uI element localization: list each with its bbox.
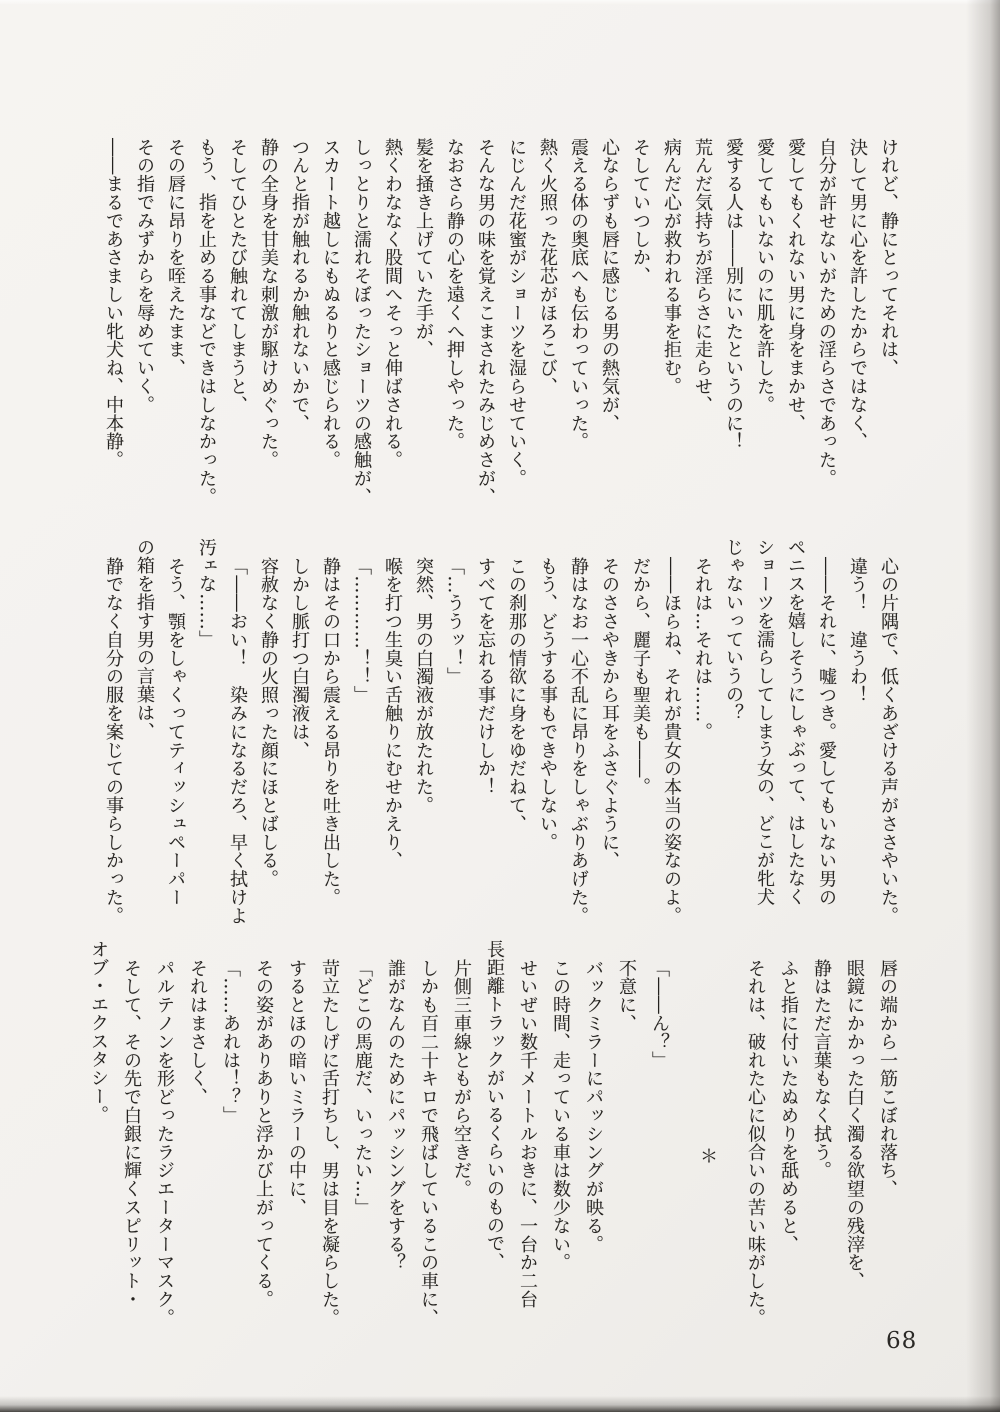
text-column: 震える体の奥底へも伝わっていった。 [568, 137, 589, 451]
text-column: するとほの暗いミラーの中に、 [286, 958, 307, 1217]
text-column: 喉を打つ生臭い舌触りにむせかえり、 [382, 556, 403, 870]
text-column: そして、その先で白銀に輝くスピリット・ [121, 958, 142, 1309]
section-separator: ＊ [697, 1146, 718, 1166]
text-column: せいぜい数千メートルおきに、一台か二台 [517, 958, 538, 1309]
text-block-middle [98, 538, 904, 940]
text-column: 「……あれは！？」 [220, 958, 241, 1125]
text-column: 自分が許せないがための淫らさであった。 [816, 137, 837, 488]
text-column: その姿がありありと浮かび上がってくる。 [253, 958, 274, 1309]
text-column: もう、どうする事もできやしない。 [537, 556, 558, 852]
text-column: 誰がなんのためにパッシングをする？ [385, 958, 406, 1272]
text-column: 決して男に心を許したからではなく、 [847, 137, 868, 451]
text-column: 苛立たしげに舌打ちし、男は目を凝らした。 [319, 958, 340, 1327]
text-column: この刹那の情欲に身をゆだねて、 [506, 556, 527, 833]
text-column: しかも百二十キロで飛ばしているこの車に、 [418, 958, 439, 1327]
text-block-top [98, 119, 904, 519]
text-column: つんと指が触れるか触れないかで、 [289, 137, 310, 433]
text-column: 不意に、 [616, 958, 637, 1033]
text-column: 汚ェな……」 [196, 538, 217, 649]
text-column: 熱くわななく股間へそっと伸ばされる。 [382, 137, 403, 470]
text-column: そんな男の味を覚えこまされたみじめさが、 [475, 137, 496, 506]
text-column: じゃないっていうの？ [723, 538, 744, 722]
text-column: すべてを忘れる事だけしか！ [475, 556, 496, 797]
text-column: 愛する人は――別にいたというのに！ [723, 137, 744, 451]
text-column: その唇に昂りを咥えたまま、 [165, 137, 186, 378]
text-column: しっとりと濡れそぼったショーツの感触が、 [351, 137, 372, 506]
text-column: にじんだ花蜜がショーツを湿らせていく。 [506, 137, 527, 488]
text-column: 容赦なく静の火照った顔にほとばしる。 [258, 556, 279, 889]
text-column: それはまさしく、 [187, 958, 208, 1107]
text-column: 静はただ言葉もなく拭う。 [811, 958, 832, 1180]
text-column: 髪を掻き上げていた手が、 [413, 137, 434, 359]
text-column: その指でみずからを辱めていく。 [134, 137, 155, 414]
text-column: オブ・エクスタシー。 [88, 940, 109, 1124]
text-column: ショーツを濡らしてしまう女の、どこが牝犬 [754, 538, 775, 906]
text-column: 唇の端から一筋こぼれ落ち、 [877, 958, 898, 1199]
text-column: 「どこの馬鹿だ、いったい…」 [352, 958, 373, 1217]
text-column: 愛してもいないのに肌を許した。 [754, 137, 775, 414]
text-column: 静でなく自分の服を案じての事らしかった。 [103, 556, 124, 925]
text-column: 静の全身を甘美な刺激が駆けめぐった。 [258, 137, 279, 470]
text-column: 熱く火照った花芯がほろこび、 [537, 137, 558, 396]
text-column: ――ほらね、それが貴女の本当の姿なのよ。 [661, 556, 682, 925]
text-column: なおさら静の心を遠くへ押しやった。 [444, 137, 465, 451]
text-column: そう、顎をしゃくってティッシュペーパー [165, 556, 186, 907]
text-column: 荒んだ気持ちが淫らさに走らせ、 [692, 137, 713, 414]
page-number: 68 [886, 1328, 918, 1354]
text-column: 眼鏡にかかった白く濁る欲望の残滓を、 [844, 958, 865, 1291]
text-column: スカート越しにもぬるりと感じられる。 [320, 137, 341, 470]
page-edge-shadow-bottom [0, 1396, 1000, 1412]
text-column: ――まるであさましい牝犬ね、中本静。 [103, 137, 124, 470]
text-column: 「――おい！ 染みになるだろ、早く拭けよ [227, 556, 248, 925]
text-column: 「…ううッ！」 [444, 556, 465, 686]
text-column: 心の片隅で、低くあざける声がささやいた。 [878, 556, 899, 925]
text-column: 違う！ 違うわ！ [847, 556, 868, 705]
text-column: そのささやきから耳をふさぐように、 [599, 556, 620, 870]
text-column: そしてひとたび触れてしまうと、 [227, 137, 248, 414]
text-column: 片側三車線ともがら空きだ。 [451, 958, 472, 1199]
text-column: 静はなお一心不乱に昂りをしゃぶりあげた。 [568, 556, 589, 925]
page-edge-shadow-right [966, 0, 1000, 1412]
text-column: だから、麗子も聖美も――。 [630, 556, 651, 797]
text-column: ふと指に付いたぬめりを舐めると、 [778, 958, 799, 1254]
text-column: バックミラーにパッシングが映る。 [583, 958, 604, 1254]
text-column: ペニスを嬉しそうにしゃぶって、はしたなく [785, 538, 806, 906]
text-column: 心ならずも唇に感じる男の熱気が、 [599, 137, 620, 433]
text-column: そしていつしか、 [630, 137, 651, 286]
text-block-bottom [82, 940, 904, 1372]
text-column: しかし脈打つ白濁液は、 [289, 556, 310, 760]
text-column: 静はその口から震える昂りを吐き出した。 [320, 556, 341, 907]
text-column: 愛してもくれない男に身をまかせ、 [785, 137, 806, 433]
text-column: パルテノンを形どったラジエーターマスク。 [154, 958, 175, 1327]
text-column: 「…………！！」 [351, 556, 372, 705]
text-column: 病んだ心が救われる事を拒む。 [661, 137, 682, 396]
text-column: それは、破れた心に似合いの苦い味がした。 [745, 958, 766, 1327]
text-column: 長距離トラックがいるくらいのもので、 [484, 940, 505, 1272]
text-column: もう、指を止める事などできはしなかった。 [196, 137, 217, 506]
text-column: ――それに、嘘つき。愛してもいない男の [816, 556, 837, 907]
text-column: 「――ん？」 [649, 958, 670, 1070]
text-column: の箱を指す男の言葉は、 [134, 538, 155, 741]
page-edge-highlight-top [0, 0, 1000, 5]
text-column: けれど、静にとってそれは、 [878, 137, 899, 378]
text-column: この時間、走っている車は数少ない。 [550, 958, 571, 1272]
text-column: それは…それは……。 [692, 556, 713, 741]
text-column: 突然、男の白濁液が放たれた。 [413, 556, 434, 815]
